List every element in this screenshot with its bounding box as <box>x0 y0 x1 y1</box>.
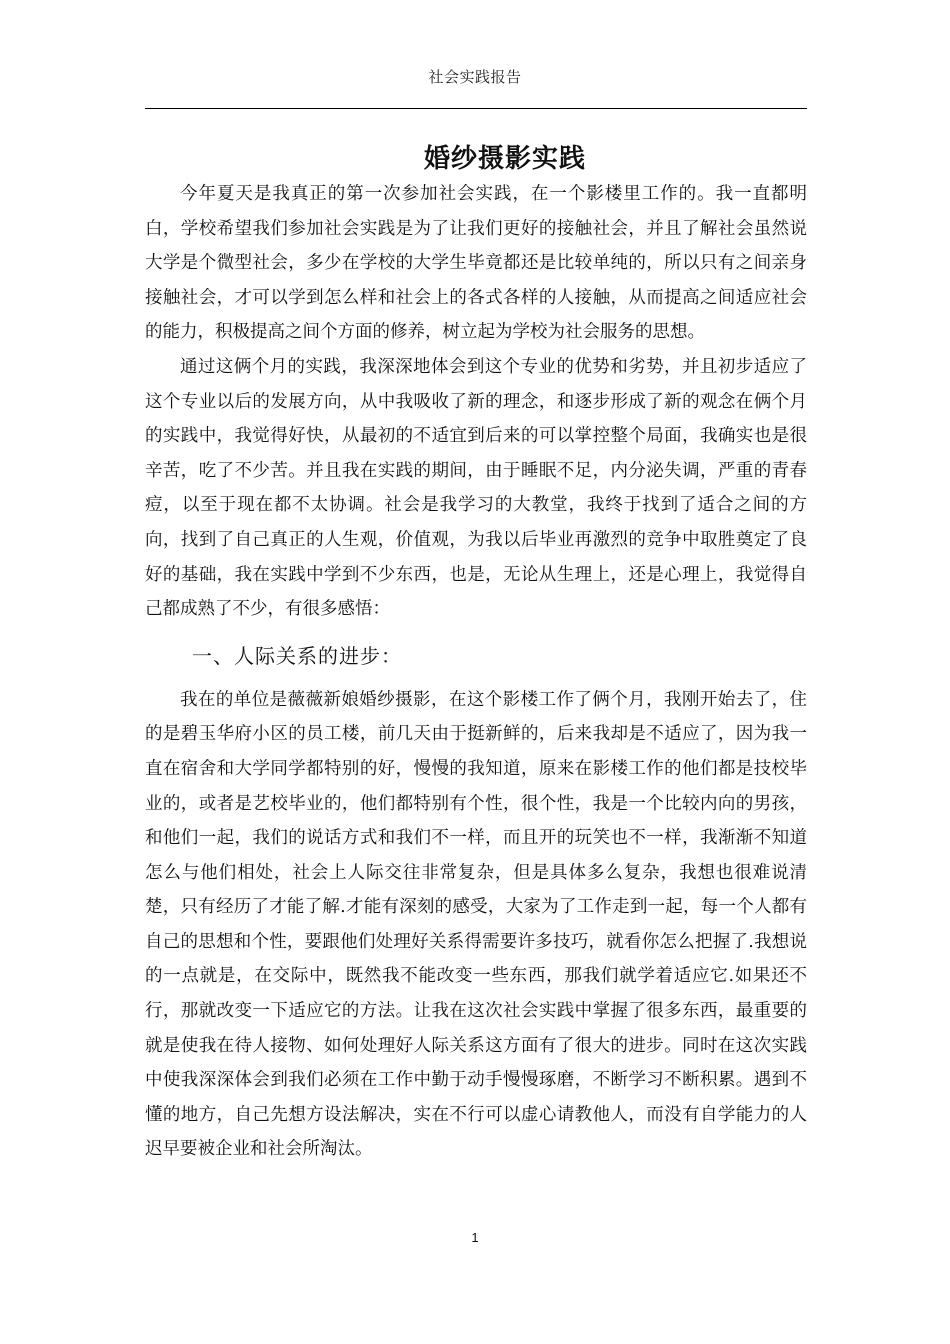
experience-paragraph: 通过这俩个月的实践，我深深地体会到这个专业的优势和劣势，并且初步适应了这个专业以后的发展方向，从中我吸收了新的理念，和逐步形成了新的观念在俩个月的实践中，我觉得好快，从最初的不适宜到后来的可以掌控整个局面，我确实也是很辛苦，吃了不少苦。并且我在实践的期间，由于睡眠不足，内分泌失调，严重的青春痘，以至于现在都不太协调。社会是我学习的大教堂，我终于找到了适合之间的方向，找到了自己真正的人生观，价值观，为我以后毕业再激烈的竞争中取胜奠定了良好的基础，我在实践中学到不少东西，也是，无论从生理上，还是心理上，我觉得自己都成熟了不少，有很多感悟： <box>145 356 807 620</box>
running-header: 社会实践报告 <box>428 68 522 86</box>
page-number: 1 <box>471 1230 479 1245</box>
intro-paragraph: 今年夏天是我真正的第一次参加社会实践，在一个影楼里工作的。我一直都明白，学校希望我们参加社会实践是为了让我们更好的接触社会，并且了解社会虽然说大学是个微型社会，多少在学校的大学生毕竟都还是比较单纯的，所以只有之间亲身接触社会，才可以学到怎么样和社会上的各式各样的人接触，从而提高之间适应社会的能力，积极提高之间个方面的修养，树立起为学校为社会服务的思想。 <box>145 184 807 343</box>
document-body <box>145 177 807 1167</box>
header-rule <box>145 108 807 109</box>
section-heading: 一、人际关系的进步： <box>192 643 402 668</box>
document-title: 婚纱摄影实践 <box>423 144 586 174</box>
section-paragraph: 我在的单位是薇薇新娘婚纱摄影，在这个影楼工作了俩个月，我刚开始去了，住的是碧玉华府小区的员工楼，前几天由于挺新鲜的，后来我却是不适应了，因为我一直在宿舍和大学同学都特别的好，慢慢的我知道，原来在影楼工作的他们都是技校毕业的，或者是艺校毕业的，他们都特别有个性，很个性，我是一个比较内向的男孩，和他们一起，我们的说话方式和我们不一样，而且开的玩笑也不一样，我渐渐不知道怎么与他们相处，社会上人际交往非常复杂，但是具体多么复杂，我想也很难说清楚，只有经历了才能了解.才能有深刻的感受，大家为了工作走到一起，每一个人都有自己的思想和个性，要跟他们处理好关系得需要许多技巧，就看你怎么把握了.我想说的一点就是，在交际中，既然我不能改变一些东西，那我们就学着适应它.如果还不行，那就改变一下适应它的方法。让我在这次社会实践中掌握了很多东西，最重要的就是使我在待人接物、如何处理好人际关系这方面有了很大的进步。同时在这次实践中使我深深体会到我们必须在工作中勤于动手慢慢琢磨，不断学习不断积累。遇到不懂的地方，自己先想方设法解决，实在不行可以虚心请教他人，而没有自学能力的人迟早要被企业和社会所淘汰。 <box>145 689 807 1160</box>
